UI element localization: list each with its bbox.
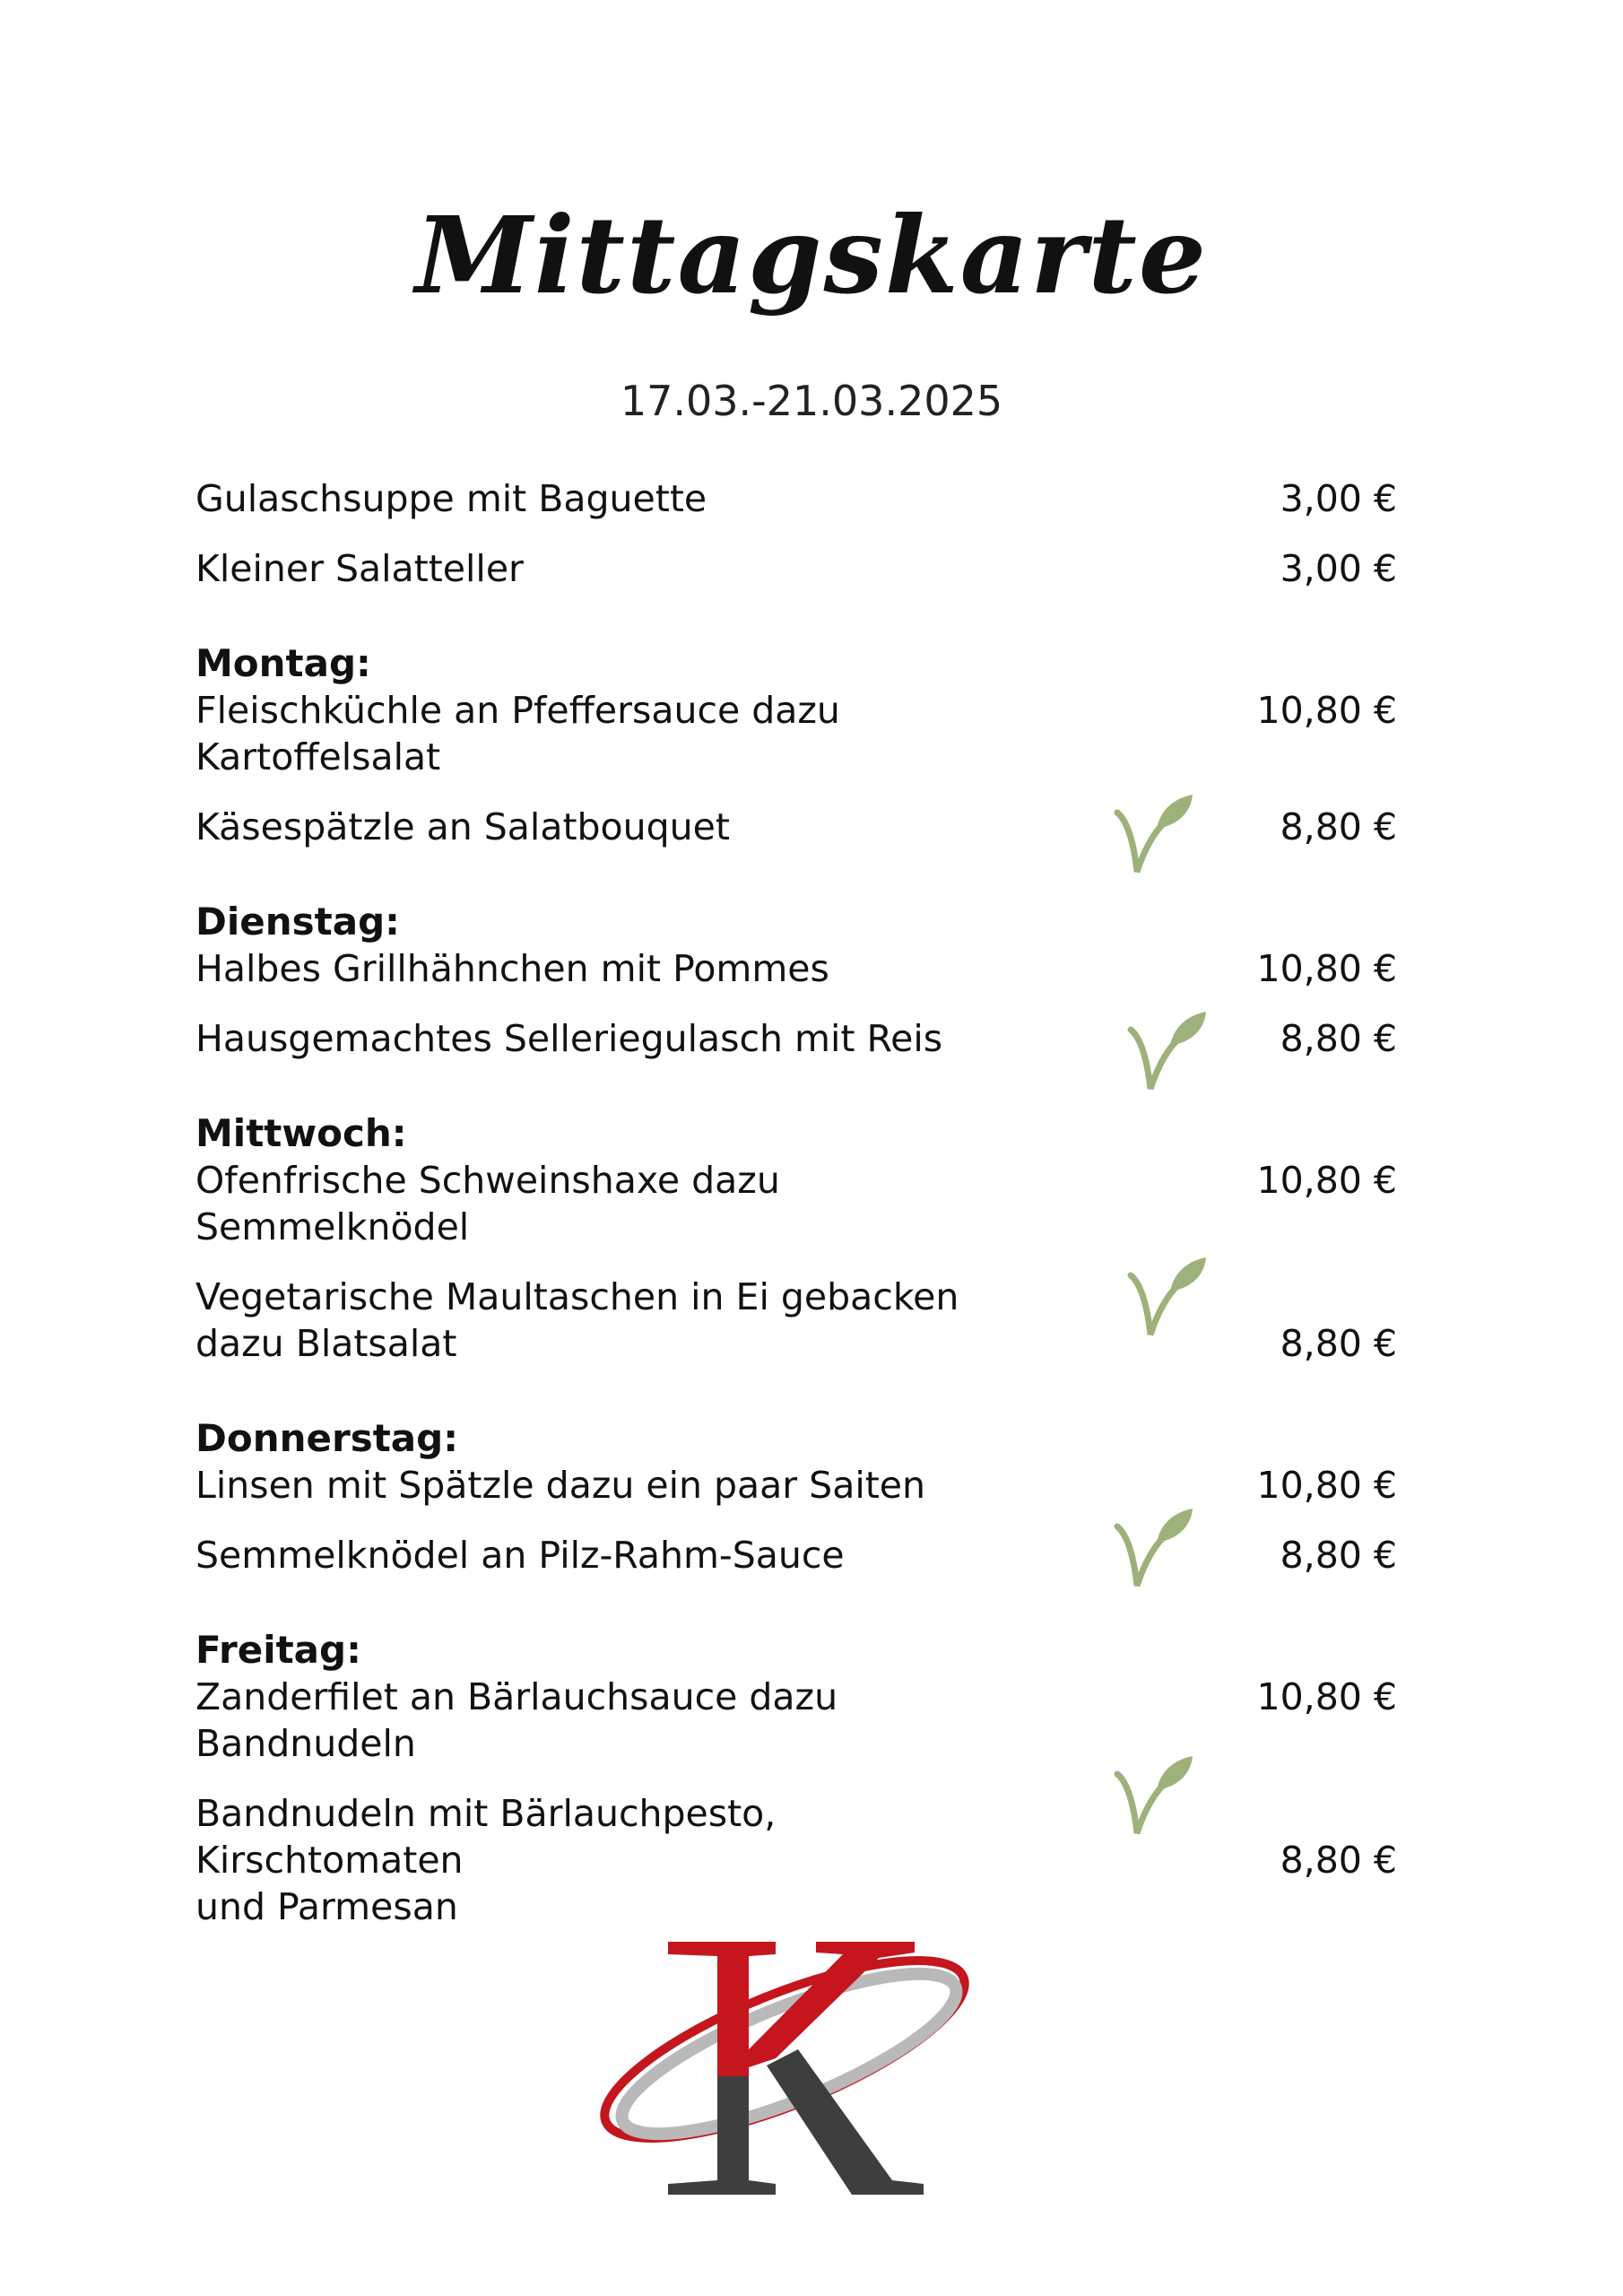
menu-item — [195, 1462, 1397, 1509]
menu-item — [195, 687, 1397, 780]
dish-name: Gulaschsuppe mit Baguette — [195, 477, 707, 520]
dish-price: 10,80 € — [1256, 1464, 1397, 1507]
menu-item — [195, 804, 1397, 850]
page-title: Mittagskarte — [415, 193, 1208, 317]
day-heading: Montag: — [195, 641, 371, 685]
dish-name-line1: Vegetarische Maultaschen in Ei gebacken — [195, 1275, 959, 1318]
dish-price: 3,00 € — [1280, 547, 1397, 590]
dish-name: Linsen mit Spätzle dazu ein paar Saiten — [195, 1464, 925, 1507]
dish-price: 10,80 € — [1256, 689, 1397, 732]
dish-price: 8,80 € — [1280, 1534, 1397, 1577]
dish-price: 10,80 € — [1256, 947, 1397, 990]
dish-name: Zanderfilet an Bärlauchsauce dazu Bandnudeln — [195, 1675, 838, 1765]
k-logo-icon — [583, 1915, 986, 2202]
menu-item — [195, 1157, 1397, 1250]
vegetarian-leaf-icon — [1110, 1754, 1200, 1840]
dish-price: 10,80 € — [1256, 1675, 1397, 1718]
dish-name: Halbes Grillhähnchen mit Pommes — [195, 947, 829, 990]
dish-price: 8,80 € — [1280, 805, 1397, 848]
vegetarian-leaf-icon — [1110, 1507, 1200, 1593]
dish-name: Semmelknödel an Pilz-Rahm-Sauce — [195, 1534, 845, 1577]
day-heading: Donnerstag: — [195, 1416, 458, 1460]
menu-item — [195, 1274, 1397, 1367]
dish-price: 10,80 € — [1256, 1159, 1397, 1202]
menu-item — [195, 1532, 1397, 1578]
day-heading: Freitag: — [195, 1628, 361, 1672]
dish-price: 8,80 € — [1280, 1322, 1397, 1365]
dish-name-line2: dazu Blatsalat — [195, 1322, 457, 1365]
dish-price: 3,00 € — [1280, 477, 1397, 520]
menu-list — [195, 475, 1397, 1930]
vegetarian-leaf-icon — [1124, 1010, 1213, 1096]
vegetarian-leaf-icon — [1124, 1256, 1213, 1342]
date-range: 17.03.-21.03.2025 — [620, 377, 1003, 425]
dish-price: 8,80 € — [1280, 1839, 1397, 1882]
dish-name: Kleiner Salatteller — [195, 547, 524, 590]
menu-item — [195, 1015, 1397, 1062]
day-heading: Dienstag: — [195, 900, 400, 944]
dish-name-line2: und Parmesan — [195, 1885, 458, 1928]
dish-name: Ofenfrische Schweinshaxe dazu Semmelknödel — [195, 1159, 780, 1248]
menu-item — [195, 1674, 1397, 1767]
dish-name-line1: Bandnudeln mit Bärlauchpesto, Kirschtomaten — [195, 1792, 777, 1882]
menu-item — [195, 1790, 1397, 1930]
menu-item — [195, 475, 1397, 522]
dish-name: Käsespätzle an Salatbouquet — [195, 805, 730, 848]
restaurant-logo — [583, 1915, 986, 2202]
day-heading: Mittwoch: — [195, 1111, 407, 1155]
menu-item — [195, 945, 1397, 992]
dish-name: Fleischküchle an Pfeffersauce dazu Kartoffelsalat — [195, 689, 840, 778]
vegetarian-leaf-icon — [1110, 793, 1200, 879]
dish-price: 8,80 € — [1280, 1017, 1397, 1060]
dish-name: Hausgemachtes Selleriegulasch mit Reis — [195, 1017, 943, 1060]
menu-item — [195, 545, 1397, 592]
